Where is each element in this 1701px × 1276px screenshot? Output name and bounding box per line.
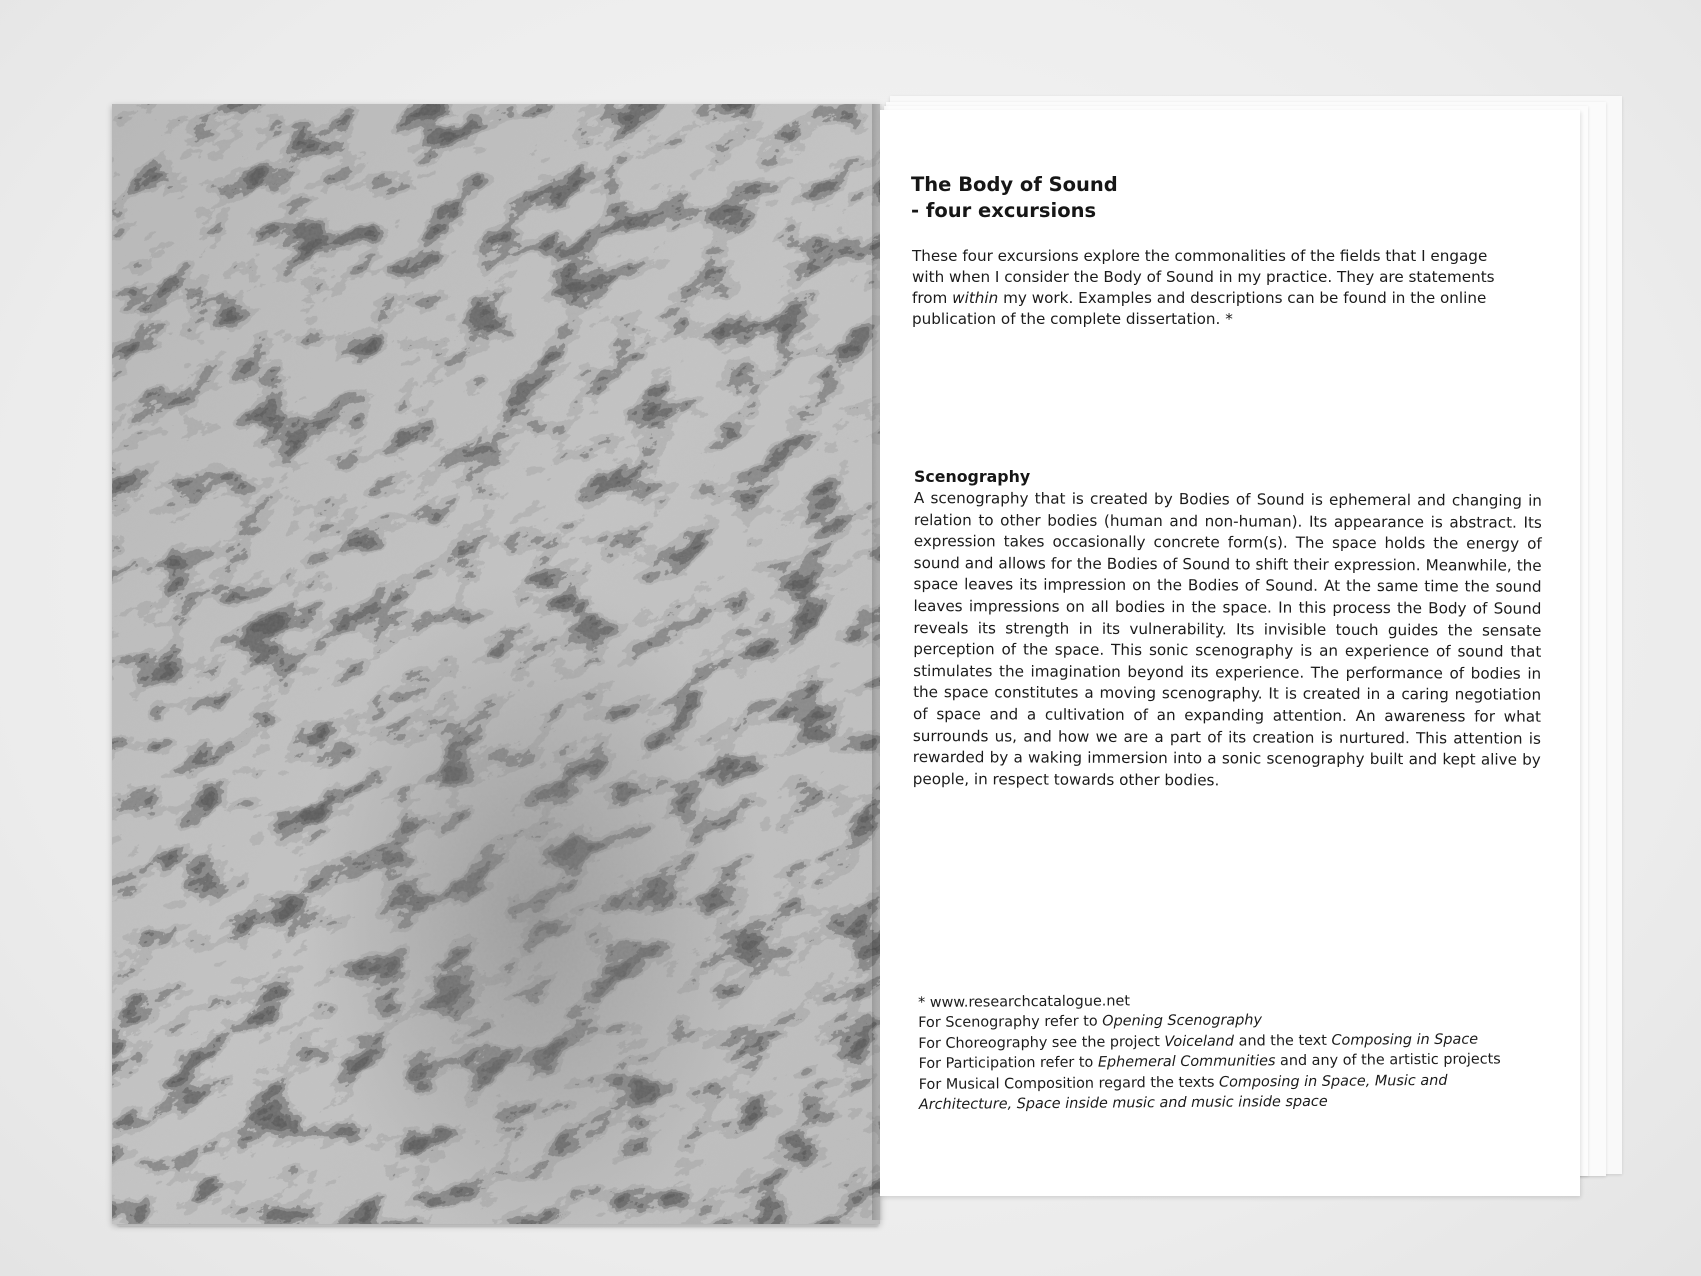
page-title	[911, 172, 1118, 224]
title-line-1: The Body of Sound	[911, 173, 1118, 196]
footnote-composition: For Musical Composition regard the texts Composing in Space, Music and	[918, 1072, 1448, 1093]
intro-italic-word: within	[952, 289, 999, 307]
footnote-composition-cont: Architecture, Space inside music and music inside space	[918, 1093, 1328, 1114]
intro-paragraph: These four excursions explore the commonalities of the fields that I engage with when I consider the Body of Sound in my practice. They are statements from within my work. Examples and descriptions can be found in the online publication of the complete dissertation. *	[912, 247, 1495, 328]
footnote-participation: For Participation refer to Ephemeral Communities and any of the artistic projects	[918, 1051, 1501, 1073]
scenography-paragraph: A scenography that is created by Bodies of Sound is ephemeral and changing in relation to other bodies (human and non-human). Its appearance is abstract. Its expression takes occasionally concrete form(s). The space holds the energy of sound and allows for the Bodies of Sound to shift their expression. Meanwhile, the space leaves its impression on the Bodies of Sound. At the same time the sound leaves impressions on all bodies in the space. In this process the Body of Sound reveals its strength in its vulnerability. Its invisible touch guides the sensate perception of the space. This sonic scenography is an experience of sound that stimulates the imagination beyond its experience. The performance of bodies in the space constitutes a moving scenography. It is created in a caring negotiation of space and a cultivation of an expanding attention. An awareness for what surrounds us, and how we are a part of its creation is nurtured. This attention is rewarded by a waking immersion into a sonic scenography built and kept alive by people, in respect towards other bodies.	[912, 489, 1542, 790]
footnotes	[918, 988, 1539, 1115]
textured-image-page	[112, 104, 880, 1224]
footnote-scenography: For Scenography refer to Opening Scenography	[918, 1012, 1263, 1032]
title-line-2: - four excursions	[911, 199, 1097, 222]
footnote-choreography: For Choreography see the project Voiceland and the text Composing in Space	[918, 1031, 1479, 1052]
stone-texture-image	[112, 104, 880, 1224]
scenography-heading: Scenography	[914, 467, 1031, 486]
footnote-url: * www.researchcatalogue.net	[918, 993, 1131, 1011]
